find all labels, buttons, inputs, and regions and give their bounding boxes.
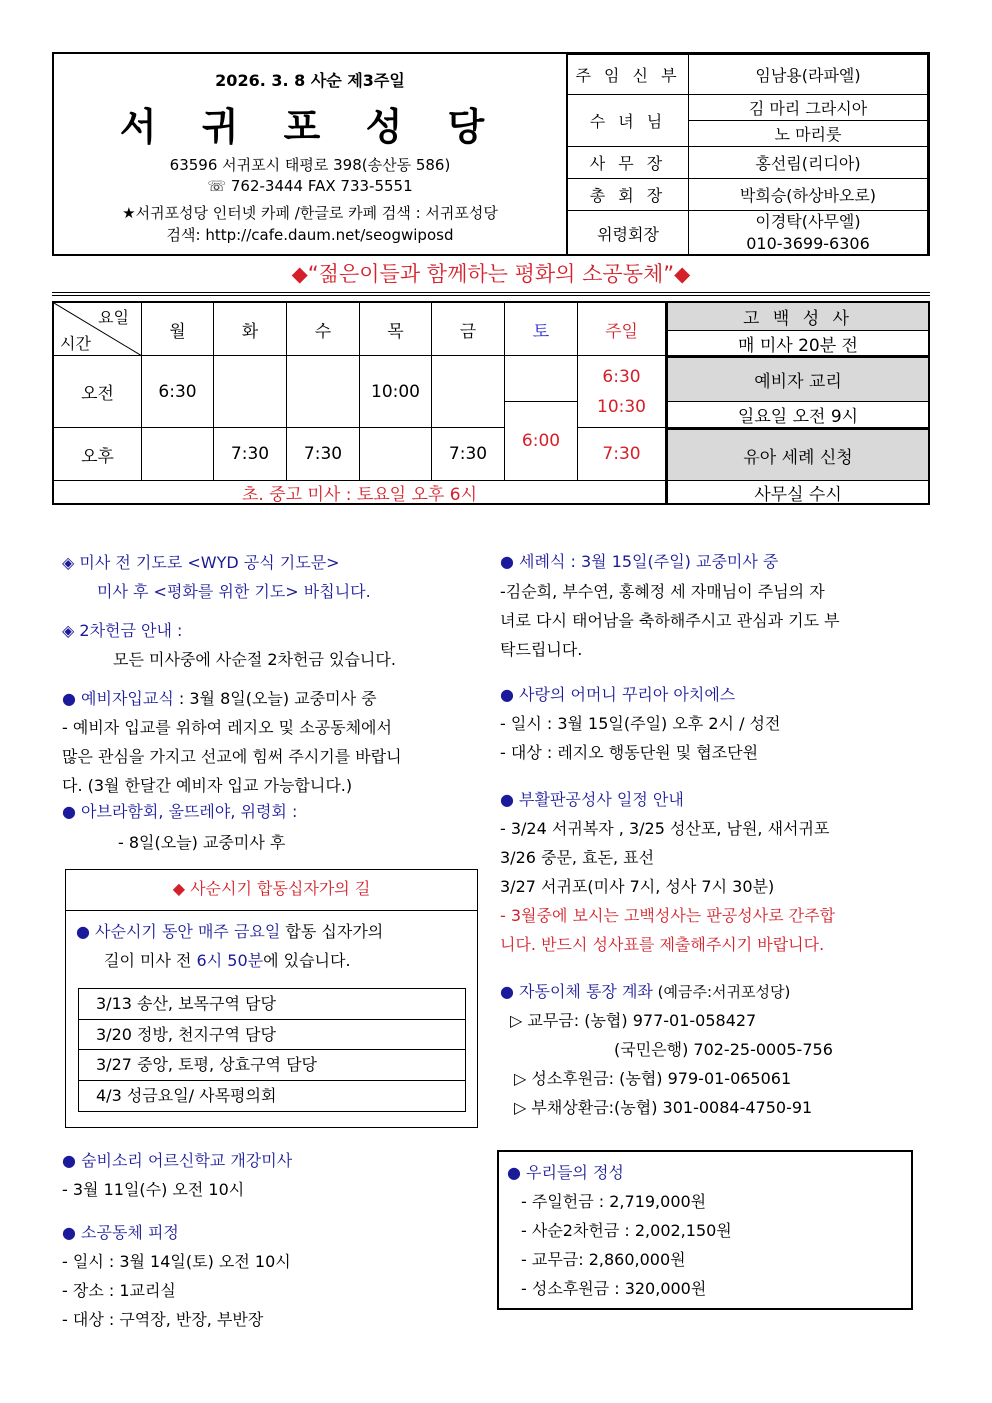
mass-schedule (52, 301, 930, 505)
schedule-corner (54, 303, 142, 356)
stations-title (66, 870, 477, 911)
day-thu: 목 (360, 303, 432, 356)
acies-line-1: - 일시 : 3월 15일(주일) 오후 2시 / 성전 (500, 714, 781, 733)
parish-header (52, 52, 930, 256)
committee-contact (689, 211, 928, 256)
retreat-line-3: - 대상 : 구역장, 반장, 부반장 (62, 1310, 264, 1329)
am-sun-first: 6:30 (602, 366, 641, 387)
offering-lent: - 사순2차헌금 : 2,002,150원 (521, 1221, 732, 1240)
stations-l2a: 길이 미사 전 (104, 951, 197, 970)
day-tue: 화 (214, 303, 287, 356)
confession-time: 매 미사 20분 전 (666, 331, 928, 356)
account-line-1: ▷ 교무금: (농협) 977-01-058427 (510, 1011, 757, 1030)
senior-school-head: ● 숨비소리 어르신학교 개강미사 (62, 1151, 293, 1170)
account-head-rest: (예금주:서귀포성당) (652, 983, 791, 1001)
day-sun: 주일 (578, 303, 666, 356)
account-line-4: ▷ 부채상환금:(농협) 301-0084-4750-91 (514, 1098, 813, 1117)
president-role: 총 회 장 (567, 179, 689, 211)
am-sun-second: 10:30 (597, 396, 646, 417)
theme-divider (52, 292, 930, 293)
table-row: 3/13 송산, 보목구역 담당 (79, 989, 465, 1020)
am-sun (578, 356, 666, 428)
penance-head: ● 부활판공성사 일정 안내 (500, 790, 684, 809)
stations-l1a: ● 사순시기 동안 (76, 922, 198, 941)
baptism-line-1: -김순희, 부수연, 홍혜정 세 자매님이 주님의 자 (500, 582, 825, 601)
theme-divider-2 (52, 295, 930, 296)
parish-cafe-url[interactable]: 검색: http://cafe.daum.net/seogwiposd (166, 226, 454, 244)
office-name: 홍선림(리디아) (689, 147, 928, 179)
parish-address: 63596 서귀포시 태평로 398(송산동 586) (169, 156, 451, 174)
abraham-body: - 8일(오늘) 교중미사 후 (118, 833, 286, 852)
parish-title: 서 귀 포 성 당 (119, 104, 501, 149)
sister-name-1: 김 마리 그라시아 (689, 95, 928, 121)
catechumen-notice-head (62, 684, 377, 713)
am-sat (505, 356, 578, 402)
youth-mass: 초. 중고 미사 : 토요일 오후 6시 (54, 481, 666, 503)
day-wed: 수 (287, 303, 360, 356)
day-mon: 월 (142, 303, 214, 356)
retreat-head: ● 소공동체 피정 (62, 1223, 179, 1242)
baptism-line-2: 녀로 다시 태어남을 축하해주시고 관심과 기도 부 (500, 611, 840, 630)
day-fri: 금 (432, 303, 505, 356)
stations-l1c: 합동 십자가의 (280, 922, 384, 941)
pm-sun: 7:30 (578, 428, 666, 481)
offering-dues: - 교무금: 2,860,000원 (521, 1250, 686, 1269)
acies-line-2: - 대상 : 레지오 행동단원 및 협조단원 (500, 743, 759, 762)
pm-wed: 7:30 (287, 428, 360, 481)
account-head-label: ● 자동이체 통장 계좌 (500, 982, 653, 1001)
baptism-title: 유아 세례 신청 (666, 428, 928, 481)
committee-role: 위령회장 (567, 211, 689, 256)
catechumen-line-2: 많은 관심을 가지고 선교에 힘써 주시기를 바랍니 (62, 747, 402, 766)
abraham-head: ● 아브라함회, 울뜨레야, 위령회 : (62, 802, 298, 821)
priest-role: 주 임 신 부 (567, 55, 689, 95)
pm-mon (142, 428, 214, 481)
catechumen-head-label: ● 예비자입교식 (62, 689, 174, 708)
president-name: 박희승(하상바오로) (689, 179, 928, 211)
prayer-line-2: 미사 후 <평화를 위한 기도> 바칩니다. (97, 582, 371, 601)
baptism-notice-head: ● 세례식 : 3월 15일(주일) 교중미사 중 (500, 552, 779, 571)
committee-phone: 010-3699-6306 (746, 234, 870, 253)
catechumen-head-rest: : 3월 8일(오늘) 교중미사 중 (173, 689, 377, 708)
staff-table (566, 54, 928, 254)
pm-tue: 7:30 (214, 428, 287, 481)
am-wed (287, 356, 360, 428)
second-collection-body: 모든 미사중에 사순절 2차헌금 있습니다. (113, 650, 396, 669)
catechumen-time: 일요일 오전 9시 (666, 402, 928, 428)
stations-line-1 (76, 917, 383, 946)
committee-name: 이경탁(사무엘) (755, 212, 861, 231)
am-thu: 10:00 (360, 356, 432, 428)
stations-l2b: 6시 50분 (196, 951, 264, 970)
stations-of-cross-box (65, 869, 478, 1128)
catechumen-title: 예비자 교리 (666, 356, 928, 402)
stations-title-text: ◆ 사순시기 합동십자가의 길 (172, 879, 371, 898)
offerings-box (497, 1150, 913, 1310)
bulletin-date: 2026. 3. 8 사순 제3주일 (215, 71, 405, 90)
second-collection-head: ◈ 2차헌금 안내 : (62, 621, 183, 640)
penance-line-1: - 3/24 서귀복자 , 3/25 성산포, 남원, 새서귀포 (500, 819, 830, 838)
pm-label: 오후 (54, 428, 142, 481)
am-fri (432, 356, 505, 428)
table-row: 3/20 정방, 천지구역 담당 (79, 1020, 465, 1050)
acies-head: ● 사랑의 어머니 꾸리아 아치에스 (500, 685, 736, 704)
parish-cafe: ★서귀포성당 인터넷 카페 /한글로 카페 검색 : 서귀포성당 (122, 204, 498, 222)
priest-name: 임남용(라파엘) (689, 55, 928, 95)
retreat-line-1: - 일시 : 3월 14일(토) 오전 10시 (62, 1252, 291, 1271)
catechumen-line-1: - 예비자 입교를 위하여 레지오 및 소공동체에서 (62, 718, 392, 737)
penance-line-3: 3/27 서귀포(미사 7시, 성사 7시 30분) (500, 877, 775, 896)
stations-l2c: 에 있습니다. (263, 951, 351, 970)
parish-phone: ☏ 762-3444 FAX 733-5551 (207, 177, 413, 195)
retreat-line-2: - 장소 : 1교리실 (62, 1281, 176, 1300)
account-line-2: (국민은행) 702-25-0005-756 (614, 1040, 833, 1059)
account-head (500, 977, 790, 1007)
day-sat: 토 (505, 303, 578, 356)
pm-fri: 7:30 (432, 428, 505, 481)
stations-line-2 (104, 946, 351, 975)
table-row: 3/27 중앙, 토평, 상효구역 담당 (79, 1050, 465, 1081)
office-role: 사 무 장 (567, 147, 689, 179)
stations-table (78, 988, 466, 1112)
sister-role: 수 녀 님 (567, 95, 689, 147)
baptism-time: 사무실 수시 (666, 481, 928, 503)
am-tue (214, 356, 287, 428)
parish-info (54, 54, 566, 254)
pastoral-theme: ◆“젊은이들과 함께하는 평화의 소공동체”◆ (291, 262, 691, 286)
stations-l1b: 매주 금요일 (197, 922, 281, 941)
am-label: 오전 (54, 356, 142, 428)
penance-line-5: 니다. 반드시 성사표를 제출해주시기 바랍니다. (500, 935, 825, 954)
offering-vocation: - 성소후원금 : 320,000원 (521, 1279, 707, 1298)
penance-line-4: - 3월중에 보시는 고백성사는 판공성사로 간주합 (500, 906, 836, 925)
baptism-line-3: 탁드립니다. (500, 640, 583, 659)
offerings-head: ● 우리들의 정성 (507, 1163, 624, 1182)
confession-title: 고 백 성 사 (666, 303, 928, 331)
sister-name-2: 노 마리룻 (689, 121, 928, 147)
offering-sunday: - 주일헌금 : 2,719,000원 (521, 1192, 707, 1211)
senior-school-body: - 3월 11일(수) 오전 10시 (62, 1180, 245, 1199)
prayer-line-1: ◈ 미사 전 기도로 <WYD 공식 기도문> (62, 553, 340, 572)
penance-line-2: 3/26 중문, 효돈, 표선 (500, 848, 655, 867)
catechumen-line-3: 다. (3월 한달간 예비자 입교 가능합니다.) (62, 776, 353, 795)
am-mon: 6:30 (142, 356, 214, 428)
account-line-3: ▷ 성소후원금: (농협) 979-01-065061 (514, 1069, 792, 1088)
sat-evening: 6:00 (505, 402, 578, 481)
pm-thu (360, 428, 432, 481)
corner-time-label: 시간 (60, 334, 91, 353)
table-row: 4/3 성금요일/ 사목평의회 (96, 1086, 277, 1105)
corner-day-label: 요일 (98, 308, 129, 327)
